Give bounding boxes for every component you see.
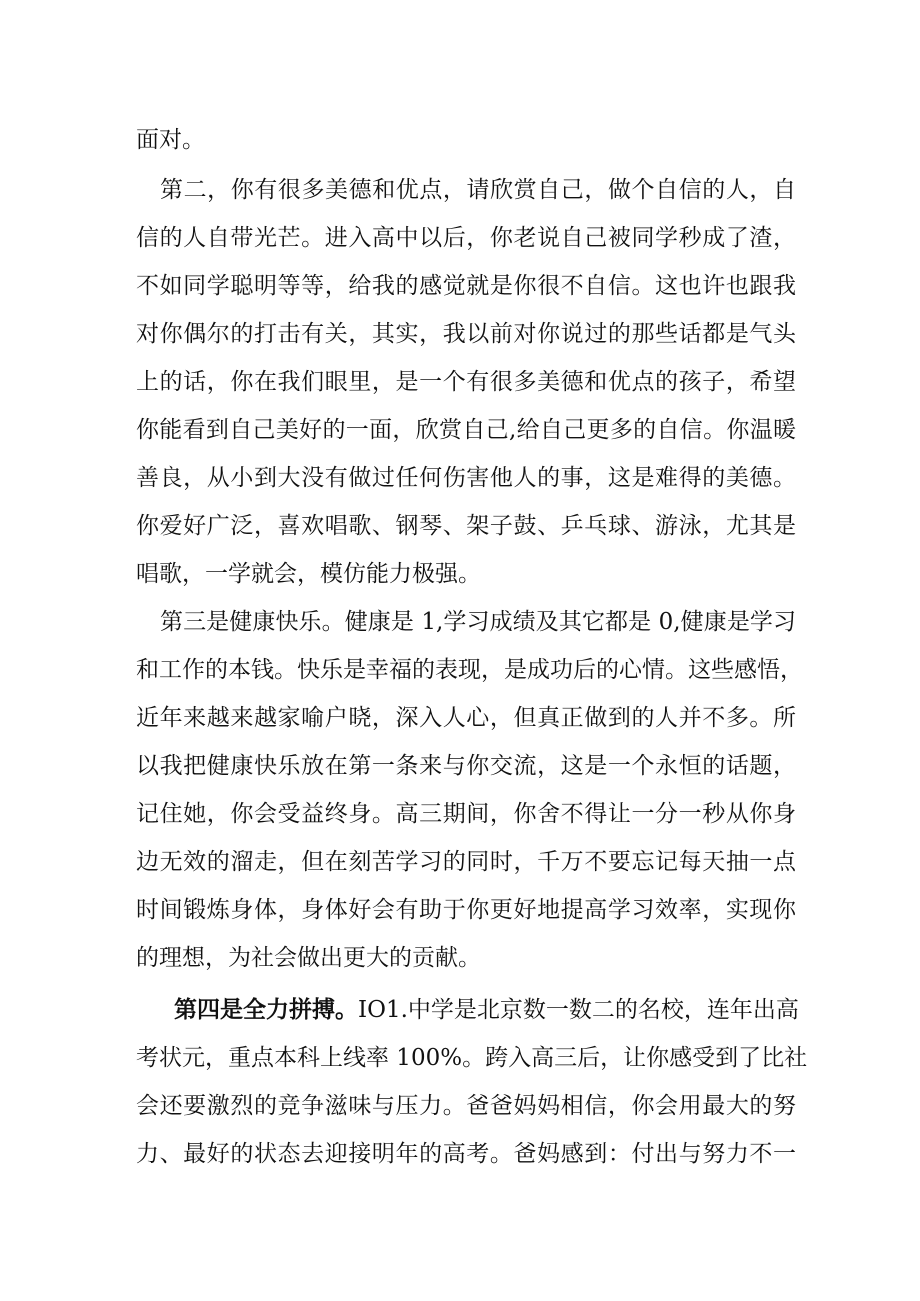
text-line: 以我把健康快乐放在第一条来与你交流，这是一个永恒的话题， bbox=[136, 753, 796, 779]
paragraph-4-text: IO1.中学是北京数一数二的名校，连年出高 bbox=[358, 997, 799, 1023]
paragraph-4-heading: 第四是全力拼搏。 bbox=[174, 996, 358, 1023]
text-line: 你能看到自己美好的一面，欣赏自己,给自己更多的自信。你温暖 bbox=[136, 417, 796, 443]
paragraph-3-line: 第三是健康快乐。健康是 1,学习成绩及其它都是 0,健康是学习 bbox=[160, 609, 796, 635]
text-line: 近年来越来越家喻户晓，深入人心，但真正做到的人并不多。所 bbox=[136, 705, 796, 731]
text-line: 边无效的溜走，但在刻苦学习的同时，千万不要忘记每天抽一点 bbox=[136, 849, 796, 875]
text-line: 会还要激烈的竞争滋味与压力。爸爸妈妈相信，你会用最大的努 bbox=[136, 1093, 796, 1119]
paragraph-4-line bbox=[174, 994, 799, 1026]
text-line: 你爱好广泛，喜欢唱歌、钢琴、架子鼓、乒乓球、游泳，尤其是 bbox=[136, 513, 796, 539]
paragraph-2-line: 第二，你有很多美德和优点，请欣赏自己，做个自信的人，自 bbox=[160, 177, 796, 203]
text-line: 力、最好的状态去迎接明年的高考。爸妈感到：付出与努力不一 bbox=[136, 1141, 796, 1167]
text-line: 上的话，你在我们眼里，是一个有很多美德和优点的孩子，希望 bbox=[136, 369, 796, 395]
text-line: 和工作的本钱。快乐是幸福的表现，是成功后的心情。这些感悟， bbox=[136, 657, 803, 683]
text-line: 的理想，为社会做出更大的贡献。 bbox=[136, 945, 481, 971]
text-line: 信的人自带光芒。进入高中以后，你老说自己被同学秒成了渣， bbox=[136, 225, 796, 251]
text-line: 不如同学聪明等等，给我的感觉就是你很不自信。这也许也跟我 bbox=[136, 273, 796, 299]
text-line: 记住她，你会受益终身。高三期间，你舍不得让一分一秒从你身 bbox=[136, 801, 796, 827]
text-line: 善良，从小到大没有做过任何伤害他人的事，这是难得的美德。 bbox=[136, 465, 796, 491]
text-line: 唱歌，一学就会，模仿能力极强。 bbox=[136, 561, 481, 587]
text-line: 考状元，重点本科上线率 100%。跨入高三后，让你感受到了比社 bbox=[136, 1045, 808, 1071]
text-line: 对你偶尔的打击有关，其实，我以前对你说过的那些话都是气头 bbox=[136, 321, 796, 347]
text-line: 面对。 bbox=[136, 127, 205, 153]
text-line: 时间锻炼身体，身体好会有助于你更好地提高学习效率，实现你 bbox=[136, 897, 796, 923]
